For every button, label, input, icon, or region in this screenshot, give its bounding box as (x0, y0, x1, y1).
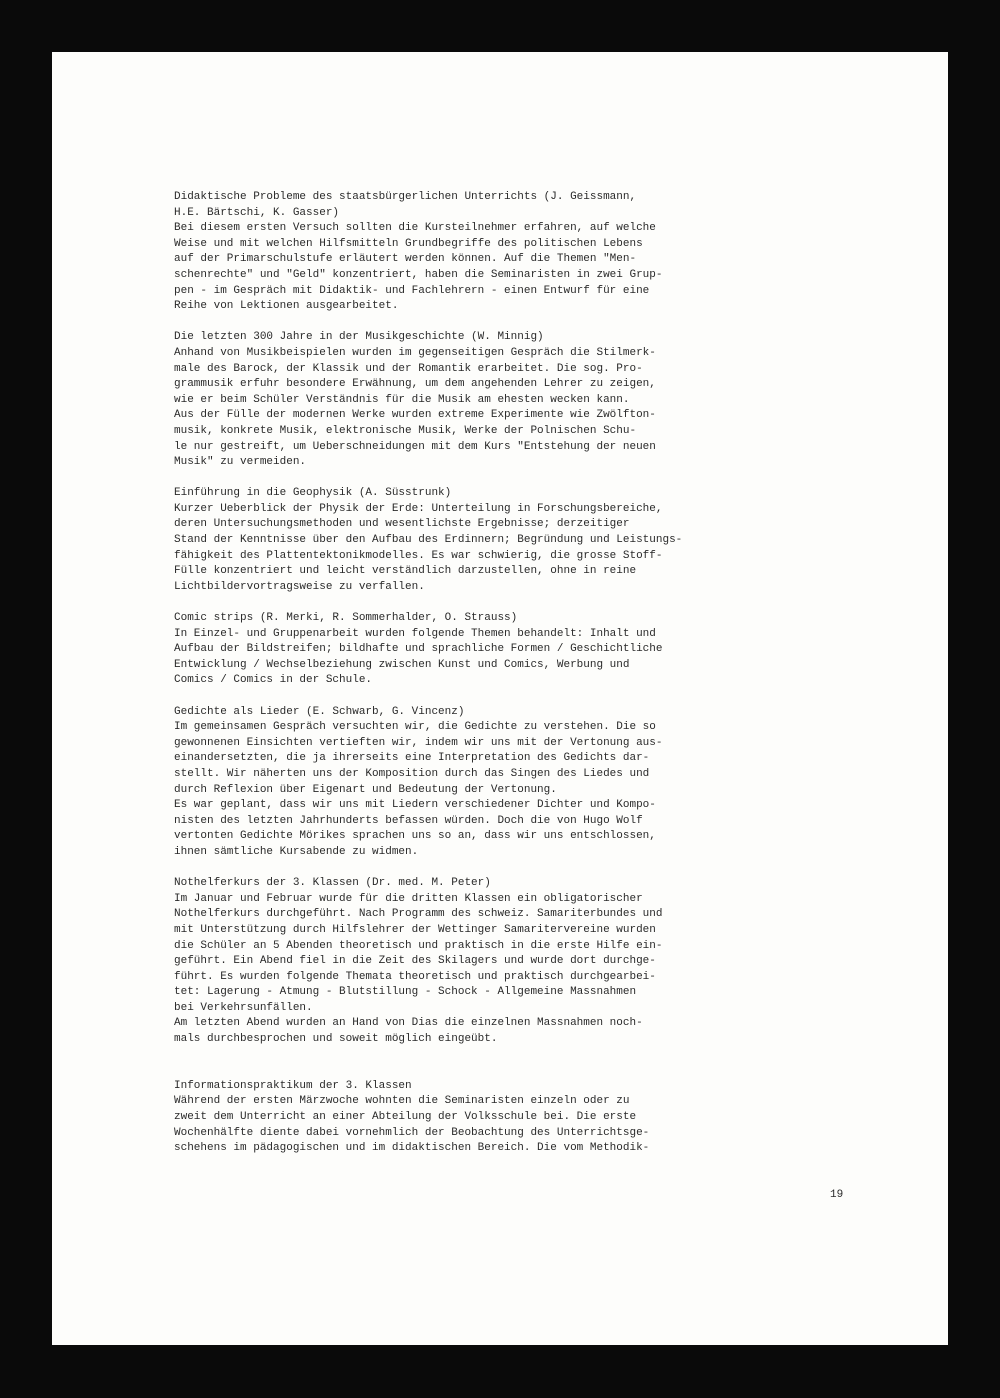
body-line: Bei diesem ersten Versuch sollten die Kursteilnehmer erfahren, auf welche (174, 222, 656, 235)
report-section (174, 330, 682, 470)
section-title: Comic strips (R. Merki, R. Sommerhalder, O. Strauss) (174, 612, 518, 625)
section-title: Einführung in die Geophysik (A. Süsstrunk) (174, 487, 452, 500)
body-line: die Schüler an 5 Abenden theoretisch und praktisch in die erste Hilfe ein- (174, 939, 663, 952)
body-line: gewonnenen Einsichten vertieften wir, indem wir uns mit der Vertonung aus- (174, 736, 663, 749)
body-line: Nothelferkurs durchgeführt. Nach Programm des schweiz. Samariterbundes und (174, 908, 663, 921)
body-line: le nur gestreift, um Ueberschneidungen mit dem Kurs "Entstehung der neuen (174, 440, 656, 453)
body-line: Comics / Comics in der Schule. (174, 674, 373, 687)
body-line: Es war geplant, dass wir uns mit Liedern verschiedener Dichter und Kompo- (174, 799, 656, 812)
section-title: Nothelferkurs der 3. Klassen (Dr. med. M. Peter) (174, 877, 491, 890)
report-section (174, 190, 682, 315)
body-line: Lichtbildervortragsweise zu verfallen. (174, 580, 425, 593)
body-line: deren Untersuchungsmethoden und wesentlichste Ergebnisse; derzeitiger (174, 518, 630, 531)
body-line: grammusik erfuhr besondere Erwähnung, um dem angehenden Lehrer zu zeigen, (174, 378, 656, 391)
body-line: Aus der Fülle der modernen Werke wurden extreme Experimente wie Zwölfton- (174, 409, 656, 422)
body-line: male des Barock, der Klassik und der Romantik erarbeitet. Die sog. Pro- (174, 362, 643, 375)
body-line: In Einzel- und Gruppenarbeit wurden folgende Themen behandelt: Inhalt und (174, 627, 656, 640)
document-page (52, 52, 948, 1345)
body-line: Musik" zu vermeiden. (174, 456, 307, 469)
section-title: Gedichte als Lieder (E. Schwarb, G. Vincenz) (174, 705, 465, 718)
body-line: stellt. Wir näherten uns der Komposition durch das Singen des Liedes und (174, 767, 650, 780)
report-section (174, 1079, 682, 1157)
report-section (174, 705, 682, 861)
report-section (174, 876, 682, 1048)
body-line: bei Verkehrsunfällen. (174, 1001, 313, 1014)
body-line: ihnen sämtliche Kursabende zu widmen. (174, 845, 419, 858)
body-line: Reihe von Lektionen ausgearbeitet. (174, 300, 399, 313)
section-title: Didaktische Probleme des staatsbürgerlichen Unterrichts (J. Geissmann, (174, 191, 637, 203)
body-line: Im gemeinsamen Gespräch versuchten wir, die Gedichte zu verstehen. Die so (174, 721, 656, 734)
report-section (174, 611, 682, 689)
body-line: geführt. Ein Abend fiel in die Zeit des Skilagers und wurde dort durchge- (174, 955, 656, 968)
body-line: führt. Es wurden folgende Themata theoretisch und praktisch durchgearbei- (174, 970, 656, 983)
body-line: wie er beim Schüler Verständnis für die Musik am ehesten wecken kann. (174, 393, 630, 406)
body-line: Im Januar und Februar wurde für die dritten Klassen ein obligatorischer (174, 892, 643, 905)
body-line: schehens im pädagogischen und im didaktischen Bereich. Die vom Methodik- (174, 1142, 650, 1155)
body-line: einandersetzten, die ja ihrerseits eine Interpretation des Gedichts dar- (174, 752, 650, 765)
body-line: vertonten Gedichte Mörikes sprachen uns so an, dass wir uns entschlossen, (174, 830, 656, 843)
body-line: zweit dem Unterricht an einer Abteilung der Volksschule bei. Die erste (174, 1111, 637, 1124)
section-title: Informationspraktikum der 3. Klassen (174, 1079, 412, 1092)
body-line: musik, konkrete Musik, elektronische Musik, Werke der Polnischen Schu- (174, 424, 637, 437)
body-line: Aufbau der Bildstreifen; bildhafte und sprachliche Formen / Geschichtliche (174, 643, 663, 656)
body-line: nisten des letzten Jahrhunderts befassen würden. Doch die von Hugo Wolf (174, 814, 643, 827)
body-line: Am letzten Abend wurden an Hand von Dias die einzelnen Massnahmen noch- (174, 1017, 643, 1030)
body-line: Während der ersten Märzwoche wohnten die Seminaristen einzeln oder zu (174, 1095, 630, 1108)
body-line: durch Reflexion über Eigenart und Bedeutung der Vertonung. (174, 783, 557, 796)
body-line: Weise und mit welchen Hilfsmitteln Grundbegriffe des politischen Lebens (174, 237, 643, 250)
body-line: Fülle konzentriert und leicht verständlich darzustellen, ohne in reine (174, 565, 637, 578)
report-section (174, 486, 682, 595)
page-number: 19 (830, 1189, 844, 1201)
section-title: Die letzten 300 Jahre in der Musikgeschichte (W. Minnig) (174, 331, 544, 344)
body-line: pen - im Gespräch mit Didaktik- und Fachlehrern - einen Entwurf für eine (174, 284, 650, 297)
body-line: Entwicklung / Wechselbeziehung zwischen Kunst und Comics, Werbung und (174, 658, 630, 671)
body-line: mit Unterstützung durch Hilfslehrer der Wettinger Samaritervereine wurden (174, 923, 656, 936)
body-line: H.E. Bärtschi, K. Gasser) (174, 206, 340, 219)
body-line: Wochenhälfte diente dabei vornehmlich der Beobachtung des Unterrichtsge- (174, 1126, 650, 1139)
body-line: mals durchbesprochen und soweit möglich eingeübt. (174, 1033, 498, 1046)
body-line: Anhand von Musikbeispielen wurden im gegenseitigen Gespräch die Stilmerk- (174, 346, 656, 359)
body-line: Stand der Kenntnisse über den Aufbau des Erdinnern; Begründung und Leistungs- (174, 534, 683, 547)
document-body (174, 190, 682, 1172)
body-line: schenrechte" und "Geld" konzentriert, haben die Seminaristen in zwei Grup- (174, 268, 663, 281)
body-line: Kurzer Ueberblick der Physik der Erde: Unterteilung in Forschungsbereiche, (174, 502, 663, 515)
body-line: fähigkeit des Plattentektonikmodelles. Es war schwierig, die grosse Stoff- (174, 549, 663, 562)
body-line: tet: Lagerung - Atmung - Blutstillung - Schock - Allgemeine Massnahmen (174, 986, 637, 999)
body-line: auf der Primarschulstufe erläutert werden können. Auf die Themen "Men- (174, 253, 637, 266)
